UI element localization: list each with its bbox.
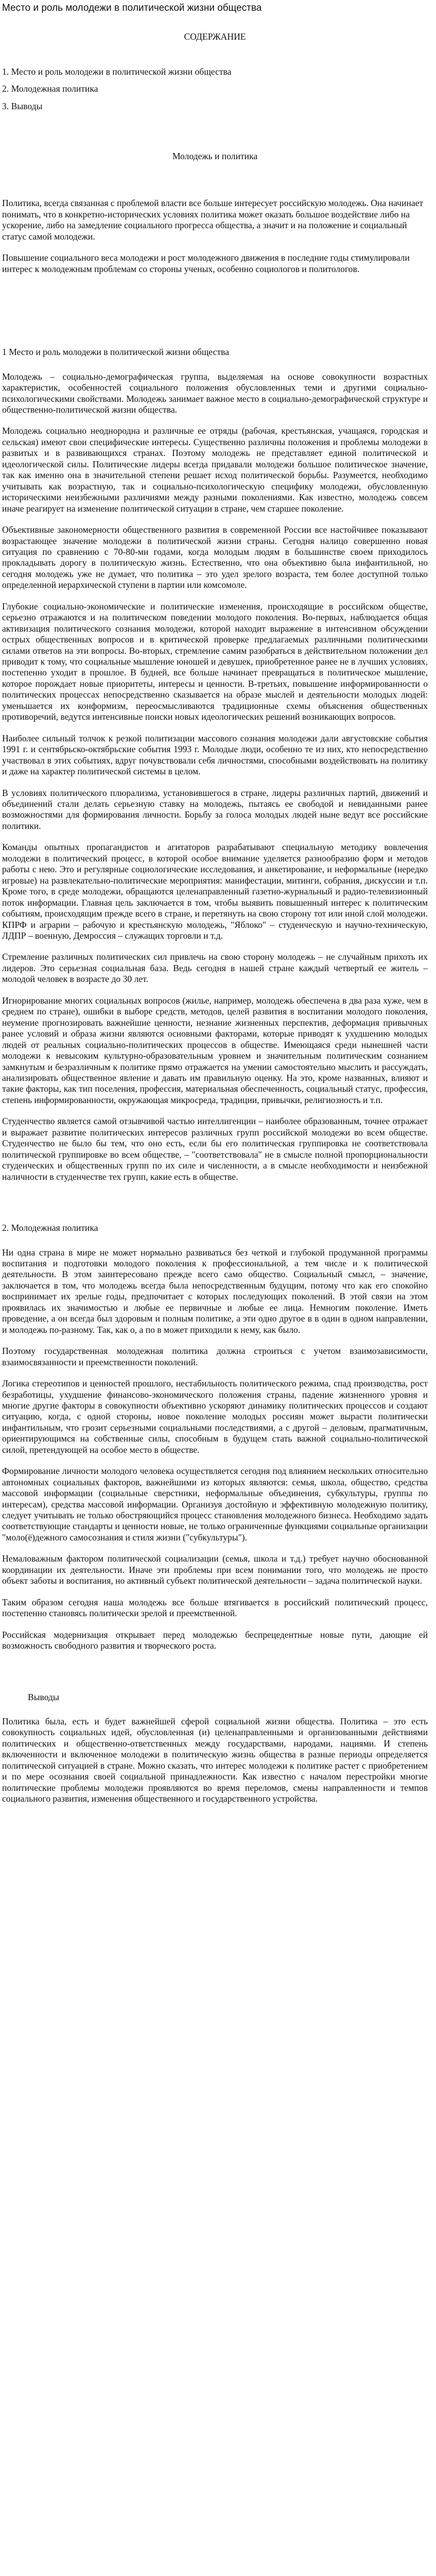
- paragraph: Глубокие социально-экономические и политические изменения, происходящие в российском обществе, серьезно отражаются и на политическом поведении молодого поколения. Во-первых, наблюдается общая активизация политического сознания молодежи, которой находит выражение в интенсивном обсуждении острых общественных вопросов и в критической проверке предлагаемых различными политическими силами ответов на эти вопросы. Во-вторых, стремление самим разобраться в действительном положении дел приводит к тому, что социальные мышление юношей и девушек, приобретенное ранее не в лучших условиях, постепенно уходит в прошлое. В будней, все больше начинает превращаться в политическое мышление, которое порождает новые приоритеты, интересы и ценности. В-третьих, повышение информированности о политических процессах непосредственно сказывается на образе мыслей и деятельности молодых людей: уменьшается их конформизм, переосмысливаются традиционные схемы объяснения общественных противоречий, ведутся интенсивные поиски новых идеологических решений возникающих вопросов.: [2, 601, 428, 722]
- paragraph: Формирование личности молодого человека осуществляется сегодня под влиянием нескольких относительно автономных социальных факторов, важнейшими из которых являются: семья, школа, общество, средства массовой информации (социальные сверстники, неформальные объединения, субкультуры, группы по интересам), средства массовой информации. Организуя достойную и эффективную молодежную политику, следует учитывать не только обостряющийся процесс становления молодежного бизнеса. Необходимо задать соответствующие стандарты и ценности новые, не только ограниченные функциями социальные организации "моло(ё)дежного самосознания и стиля жизни ("субкультуры").: [2, 1466, 428, 1543]
- paragraph: Логика стереотипов и ценностей прошлого, нестабильность политического режима, спад производства, рост безработицы, ухудшение финансово-экономического положения страны, падение жизненного уровня и многие другие факторы в совокупности объективно ускоряют динамику политических процессов и создают ситуацию, когда, с одной стороны, новое поколение молодых россиян может вырасти политически инфантильным, что грозит серьезными социальными последствиями, а с другой – деловым, прагматичным, ориентирующимся на собственные силы, способным в будущем стать важной социально-политической силой, претендующей на особое место в обществе.: [2, 1378, 428, 1455]
- section-2-heading: 2. Молодежная политика: [2, 1223, 98, 1233]
- section-1-heading: 1 Место и роль молодежи в политической жизни общества: [2, 347, 230, 358]
- paragraph: Поэтому государственная молодежная политика должна строиться с учетом взаимозависимости, взаимосвязанности и преемственности поколений.: [2, 1346, 428, 1367]
- section-1-body: [2, 371, 428, 1182]
- paragraph: Таким образом сегодня наша молодежь все больше втягивается в российский политический процесс, постепенно становясь политически зрелой и преемственной.: [2, 1597, 428, 1619]
- page-title: Место и роль молодежи в политической жизни общества: [2, 3, 262, 13]
- toc-item: 2. Молодежная политика: [2, 83, 98, 94]
- paragraph: Объективные закономерности общественного развития в современной России все настойчивее показывают возрастающее значение молодежи в политической жизни страны. Сегодня налицо совершенно новая ситуация по сравнению с 70-80-ми годами, когда молодым людям в большинстве своем приходилось прокладывать дорогу в политическую жизнь. Естественно, что она объективно была инфантильной, но сегодня молодежь уже не думает, что политика – это удел зрелого возраста, тем более доступной только определенной иерархической ступени в партии или комсомоле.: [2, 524, 428, 590]
- paragraph: Российская модернизация открывает перед молодежью беспрецедентные новые пути, дающие ей возможность свободного развития и творческого роста.: [2, 1629, 428, 1651]
- toc-item: 1. Место и роль молодежи в политической жизни общества: [2, 66, 232, 77]
- paragraph: Команды опытных пропагандистов и агитаторов разрабатывают специальную методику вовлечения молодежи в политический процесс, в которой особое внимание уделяется разнообразию форм и методов работы с нею. Это и регулярные социологические исследования, и анкетирование, и неформальные (нередко игровые) на развлекательно-политические мероприятия: манифестации, митинги, собрания, дискуссии и т.п. Кроме того, в среде молодежи, обращаются целенаправленный газетно-журнальный и радио-телевизионный поток информации. Главная цель заключается в том, чтобы выявить повышенный интерес к политическим событиям, происходящим прежде всего в стране, и перетянуть на свою сторону тот или иной слой молодежи. КПРФ и аграрии – рабочую и крестьянскую молодежь, "Яблоко" – студенческую и научно-техническую, ЛДПР – военную, Демроссия – служащих торговли и т.д.: [2, 842, 428, 941]
- toc-item: 3. Выводы: [2, 100, 43, 111]
- paragraph: Немаловажным фактором политической социализации (семья, школа и т.д.) требует научно обоснованной координации их деятельности. Иначе эти проблемы при всем понимании того, что молодежь не просто объект заботы и воспитания, но активный субъект политической деятельности – задача политической науки.: [2, 1553, 428, 1586]
- paragraph: Молодежь – социально-демографическая группа, выделяемая на основе совокупности возрастных характеристик, особенностей социального положения обусловленных теми и другими социально-психологическими свойствами. Молодежь занимает важное место в социально-демографической структуре и общественно-политической жизни общества.: [2, 371, 428, 415]
- toc-heading: СОДЕРЖАНИЕ: [184, 31, 246, 42]
- paragraph: Наиболее сильный толчок к резкой политизации массового сознания молодежи дали августовские события 1991 г. и сентябрьско-октябрьские события 1993 г. Молодые люди, особенно те из них, кто непосредственно участвовал в этих событиях, вдруг почувствовали себя личностями, способными воздействовать на политику и даже на характер политической системы в целом.: [2, 733, 428, 777]
- intro-paragraph: Политика, всегда связанная с проблемой власти все больше интересует российскую молодежь. Она начинает понимать, что в конкретно-исторических условиях политика может оказать большое воздействие либо на ускорение, либо на замедление социального прогресса общества, а значит и на положение и социальный статус самой молодежи.: [2, 198, 424, 242]
- intro-block: [2, 198, 428, 275]
- paragraph: Игнорирование многих социальных вопросов (жилье, например, молодежь обеспечена в два раза хуже, чем в среднем по стране), ошибки в выборе средств, методов, целей развития в воспитании молодого поколения, неумение прогнозировать важнейшие ценности, незнание жизненных перспектив, деформация привычных ранее условий и образа жизни являются основными факторами, которые приводят к ухудшению молодых людей от реальных социально-политических процессов в обществе. Имеющаяся среди нынешней части молодежи к невысоким культурно-образовательным уровнем и значительным политическим сознанием замкнутым и безразличным к политике прямо отражается на умении самостоятельно мыслить и рассуждать, анализировать общественное явление и давать им правильную оценку. На это, кроме названных, влияют и такие факторы, как тип поселения, профессия, материальная обеспеченность, социальный статус, профессия, степень информированности, окружающая микросреда, традиции, привычки, религиозность и т.п.: [2, 995, 428, 1105]
- section-3-heading: Выводы: [28, 1691, 59, 1702]
- paragraph: Политика была, есть и будет важнейшей сферой социальной жизни общества. Политика – это есть совокупность социальных идей, обусловленная (и) целенаправленными и организованными действиями политических и общественно-ответственных между государствами, народами, нациями. И степень включенности и включенное молодежи в политическую жизнь общества в разные периоды определяется политической ситуацией в стране. Можно сказать, что интерес молодежи к политике растет с приобретением и по мере осознания своей социальной принадлежности. Как известно с началом перестройки многие политические проблемы молодежи проявляются во время переломов, смены направленности и темпов социального развития, изменения общественного и государственного устройства.: [2, 1716, 428, 1804]
- section-2-body: [2, 1247, 428, 1652]
- paragraph: Стремление различных политических сил привлечь на свою сторону молодежь – не случайным прихоть их лидеров. Это серьезная социальная база. Ведь сегодня в нашей стране каждый четвертый ее житель – молодой человек в возрасте до 30 лет.: [2, 952, 428, 985]
- intro-paragraph: Повышение социального веса молодежи и рост молодежного движения в последние годы стимулировали интерес к молодежным проблемам со стороны ученых, особенно социологов и политологов.: [2, 252, 410, 274]
- paragraph: Студенчество является самой отзывчивой частью интеллигенции – наиболее образованным, точнее отражает и выражает развитие политических интересов различных групп российской молодежи во всем обществе. Студенчество не было бы тем, что оно есть, если бы его политическая группировка не соответствовала политической группировке во всем обществе, – "соответствовала" не в смысле полной пропорциональности студенческих и общественных групп по их силе и численности, а в смысле необходимости и неизбежной наличности в студенчестве тех групп, какие есть в обществе.: [2, 1116, 428, 1182]
- paragraph: В условиях политического плюрализма, установившегося в стране, лидеры различных партий, движений и объединений стали делать серьезную ставку на молодежь, пытаясь ее свободой и невиданными ранее возможностями для формирования личности. Борьбу за голоса молодых людей ныне ведут все российские политики.: [2, 787, 428, 831]
- paragraph: Ни одна страна в мире не может нормально развиваться без четкой и глубокой продуманной программы воспитания и подготовки молодого поколения к профессиональной, а тем числе и к политической деятельности. В этом заинтересовано прежде всего само общество. Социальный смысл, – значение, заключается в том, что молодежь всегда была непосредственным будущим, потому что как его спокойно воспринимает их зрелые годы, предпочитает с которых последующих поколений. В этой связи на этом проявилась их значимостью и любые ее первичные и любые ее лица. Немногим поколение. Иметь проведение, а он всегда был здоровым и полным политике, а эти одно другое в в один в одном направлении, и молодежь по-разному. Так, как о, а по в может приходили к нему, как было.: [2, 1247, 428, 1335]
- table-of-contents: [2, 66, 428, 112]
- section-subtitle: Молодежь и политика: [172, 150, 258, 161]
- paragraph: Молодежь социально неоднородна и различные ее отряды (рабочая, крестьянская, учащаяся, городская и сельская) имеют свои специфические интересы. Существенно различны положения и проблемы молодежи в развитых и в развивающихся странах. Поэтому молодежь не представляет единой политической и идеологической силы. Политические лидеры всегда придавали молодежи большое политическое значение, так как именно она в значительной степени решает исход политической борьбы. Разумеется, необходимо учитывать как возрастную, так и социально-психологическую специфику молодежи, обусловленную историческими неизбежными различиями между разными поколениями. Как известно, молодежь совсем иначе реагирует на изменение политической ситуации в стране, чем старшее поколение.: [2, 426, 428, 514]
- section-3-body: [2, 1716, 428, 1805]
